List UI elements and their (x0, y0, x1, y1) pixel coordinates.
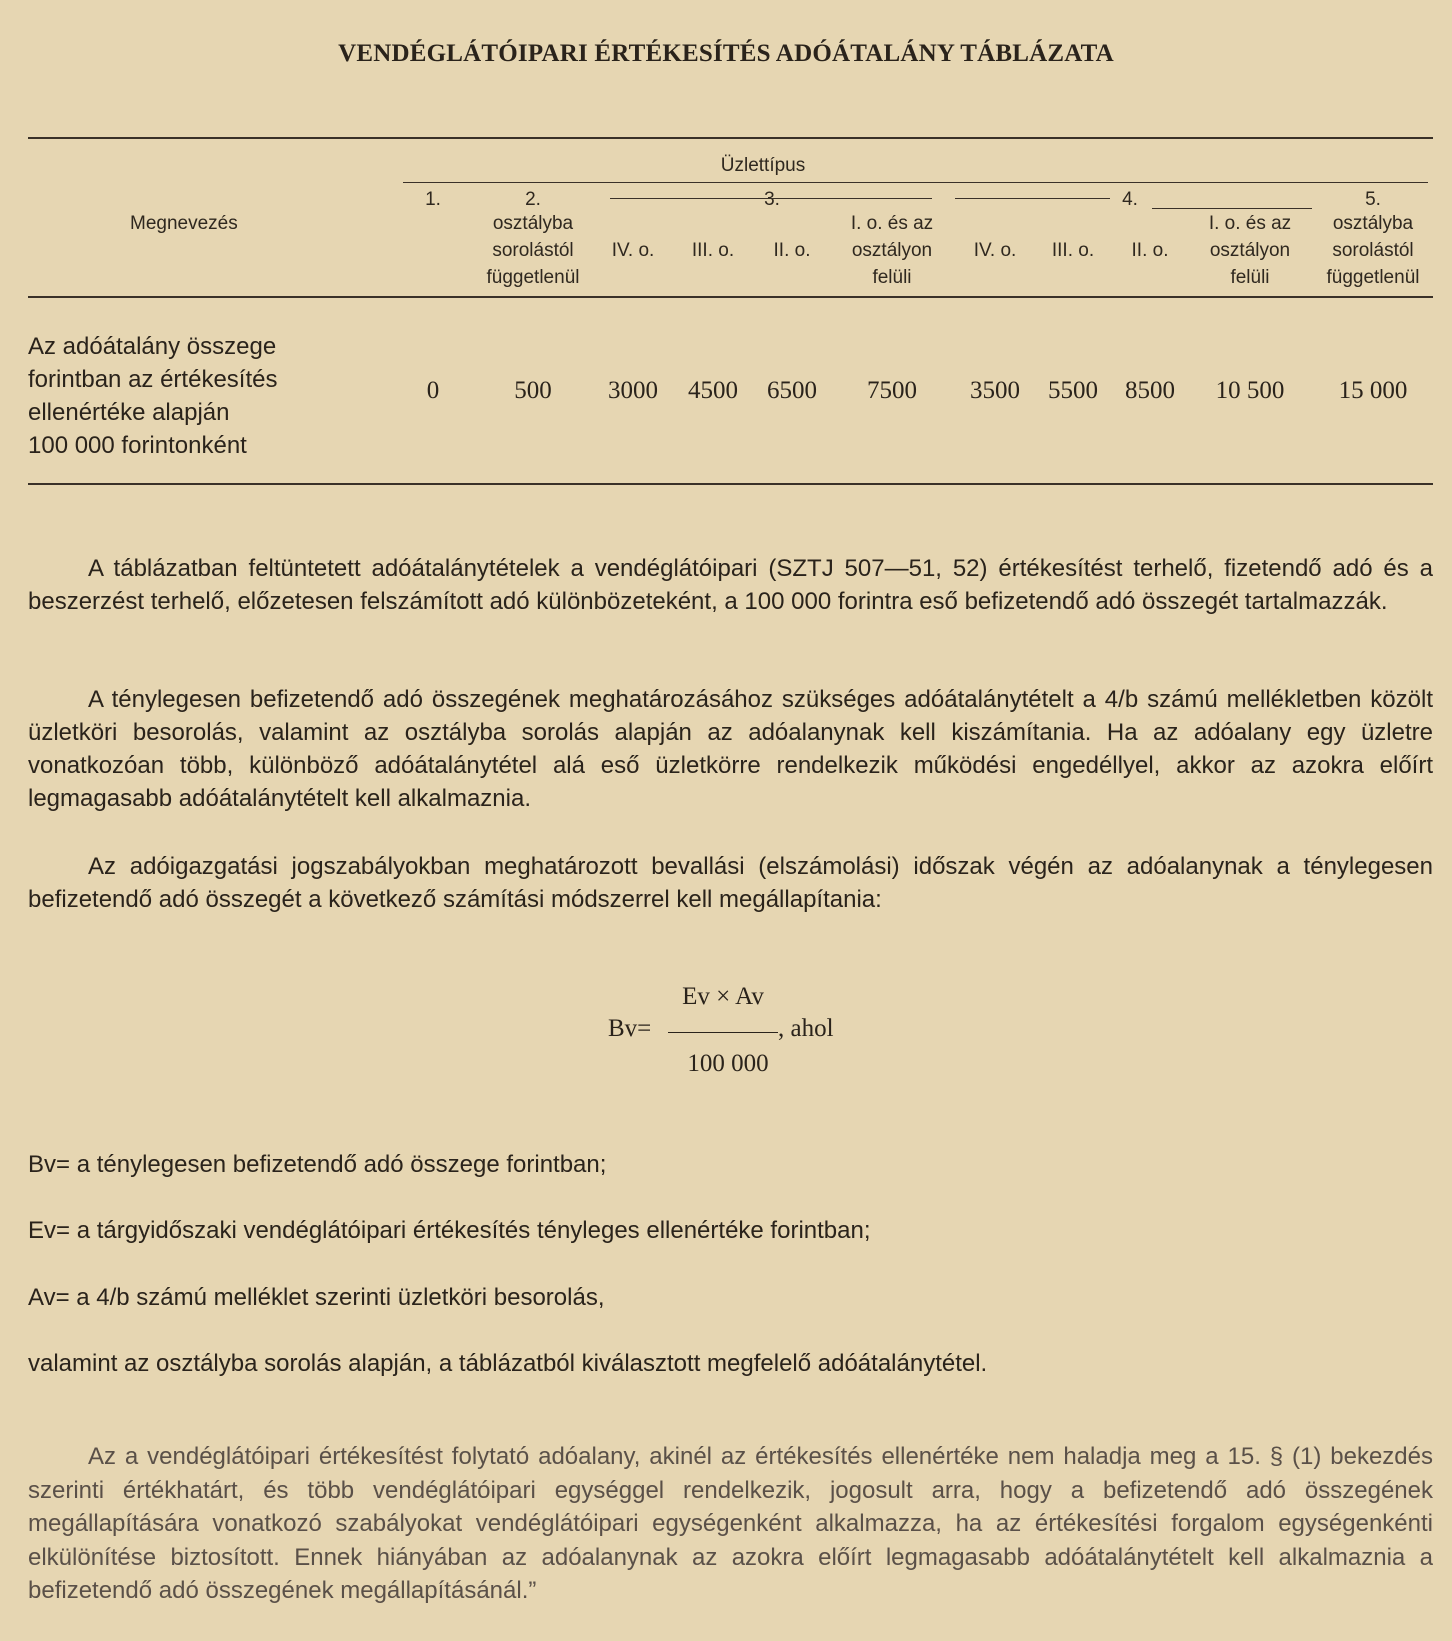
value-cell: 5500 (1048, 377, 1098, 404)
group-number-4: 4. (1122, 189, 1138, 210)
col-header-5: osztályba sorolástól függetlenül (1326, 213, 1420, 288)
value-cell: 10 500 (1215, 377, 1285, 404)
fraction-bar (668, 1032, 778, 1033)
value-cell: 8500 (1125, 377, 1175, 404)
definition-av-continued: valamint az osztályba sorolás alapján, a táblázatból kiválasztott megfelelő adóátalánytétel. (28, 1350, 988, 1377)
formula-numerator: Ev × Av (682, 983, 764, 1010)
group-rule (403, 182, 1428, 183)
formula-suffix: , ahol (778, 1015, 834, 1042)
paragraph-1: A táblázatban feltüntetett adóátalánytételek a vendéglátóipari (SZTJ 507—51, 52) értékesítést terhelő, fizetendő adó és a beszerzést terhelő, előzetesen felszámított adó különbözeteként, a 100 000 forintra eső befizetendő adó összegét tartalmazzák. (28, 555, 1433, 615)
col-header-4-ii: II. o. (1131, 240, 1169, 261)
definition-ev: Ev= a tárgyidőszaki vendéglátóipari értékesítés tényleges ellenértéke forintban; (28, 1217, 871, 1244)
col-header-3-iii: III. o. (691, 240, 735, 261)
value-cell: 500 (514, 377, 552, 404)
table-top-rule (28, 137, 1433, 139)
group-number-3: 3. (764, 189, 780, 210)
col-header-2: osztályba sorolástól függetlenül (486, 213, 580, 288)
row-label: Az adóátalány összege forintban az értékesítés ellenértéke alapján 100 000 forintonként (28, 333, 278, 459)
table-header-rule (28, 296, 1433, 298)
group3-right-rule (955, 198, 1110, 199)
value-cell: 6500 (767, 377, 817, 404)
closing-paragraph: Az a vendéglátóipari értékesítést folytató adóalany, akinél az értékesítés ellenértéke nem haladja meg a 15. § (1) bekezdés szerinti értékhatárt, és több vendéglátóipari egységgel rendelkezik, jogosult arra, hogy a befizetendő adó összegének megállapítására vonatkozó szabályokat vendéglátóipari egységenként alkalmazza, ha az értékesítési forgalom egységenkénti elkülönítése biztosított. Ennek hiányában az adóalanynak az azokra előírt legmagasabb adóátalánytételt kell alkalmaznia a befizetendő adó összegének megállapításánál.” (28, 1443, 1433, 1604)
paragraph-2: A ténylegesen befizetendő adó összegének meghatározásához szükséges adóátalánytételt a 4/b számú mellékletben közölt üzletköri besorolás, valamint az osztályba sorolás alapján az adóalanynak kell kiszámítania. Ha az adóalany egy üzletre vonatkozóan több, különböző adóátalánytétel alá eső üzletkörre rendelkezik működési engedéllyel, akkor az azokra előírt legmagasabb adóátalánytételt kell alkalmaznia. (28, 686, 1433, 812)
value-cell: 3000 (608, 377, 658, 404)
col-header-4-i: I. o. és az osztályon felüli (1208, 213, 1292, 288)
table-bottom-rule (28, 483, 1433, 485)
row-header: Megnevezés (130, 213, 238, 234)
group-number-5: 5. (1365, 189, 1381, 210)
col-header-3-ii: II. o. (773, 240, 811, 261)
value-cell: 3500 (970, 377, 1020, 404)
value-cell: 4500 (688, 377, 738, 404)
value-cell: 0 (426, 377, 440, 404)
page-title: VENDÉGLÁTÓIPARI ÉRTÉKESÍTÉS ADÓÁTALÁNY TÁBLÁZATA (338, 40, 1114, 67)
definition-bv: Bv= a ténylegesen befizetendő adó összege forintban; (28, 1151, 607, 1178)
value-cell: 7500 (867, 377, 917, 404)
paragraph-3: Az adóigazgatási jogszabályokban meghatározott bevallási (elszámolási) időszak végén az adóalanynak a ténylegesen befizetendő adó összegét a következő számítási módszerrel kell megállapítania: (28, 853, 1433, 913)
value-cell: 15 000 (1338, 377, 1408, 404)
group-header: Üzlettípus (720, 155, 806, 176)
group-number-2: 2. (525, 189, 541, 210)
group3-left-rule (610, 198, 932, 199)
col-header-3-iv: IV. o. (611, 240, 655, 261)
definition-av: Av= a 4/b számú melléklet szerinti üzletköri besorolás, (28, 1284, 605, 1311)
group4-rule (1152, 208, 1312, 209)
group-number-1: 1. (425, 189, 441, 210)
col-header-3-i: I. o. és az osztályon felüli (850, 213, 934, 288)
formula-denominator: 100 000 (687, 1050, 769, 1077)
formula-lhs: Bv= (608, 1015, 652, 1042)
col-header-4-iii: III. o. (1051, 240, 1095, 261)
col-header-4-iv: IV. o. (973, 240, 1017, 261)
